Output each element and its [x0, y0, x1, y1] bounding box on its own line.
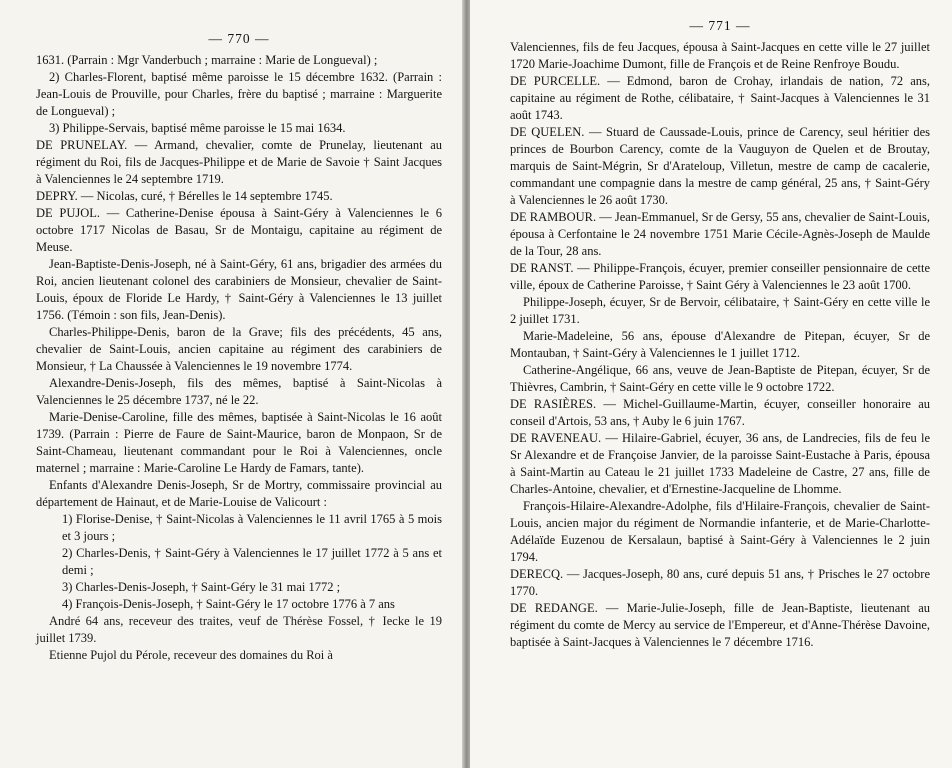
entry-de-prunelay: DE PRUNELAY. — Armand, chevalier, comte de Prunelay, lieutenant au régiment du Roi, fils de Jacques-Philippe et de Marie de Savoie † Saint Jacques à Valenciennes le 24 septembre 1719.	[36, 138, 442, 186]
entry-de-ranst: DE RANST. — Philippe-François, écuyer, premier conseiller pensionnaire de cette ville, époux de Catherine Paroisse, † Saint Géry à Valenciennes le 23 août 1700.	[510, 261, 930, 292]
paragraph: Philippe-Joseph, écuyer, Sr de Bervoir, célibataire, † Saint-Géry en cette ville le 2 juillet 1731.	[510, 295, 930, 326]
entry-de-pujol: DE PUJOL. — Catherine-Denise épousa à Saint-Géry à Valenciennes le 6 octobre 1717 Nicolas de Basau, Sr de Montaigu, capitaine au régiment de Meuse.	[36, 206, 442, 254]
paragraph: Marie-Madeleine, 56 ans, épouse d'Alexandre de Pitepan, écuyer, Sr de Montauban, † Saint-Géry à Valenciennes le 1 juillet 1712.	[510, 329, 930, 360]
entry-de-raveneau: DE RAVENEAU. — Hilaire-Gabriel, écuyer, 36 ans, de Landrecies, fils de feu le Sr Alexandre et de Françoise Janvier, de la paroisse Saint-Eustache à Paris, épousa à Saint-Martin au Cateau le 21 juillet 1733 Madeleine de Castre, 27 ans, fille de Charles-Antoine, chevalier, et d'Ernestine-Jacqueline de Lhomme.	[510, 431, 930, 496]
page-number-left: — 770 —	[208, 31, 270, 46]
paragraph: Alexandre-Denis-Joseph, fils des mêmes, baptisé à Saint-Nicolas à Valenciennes le 25 décembre 1737, né le 22.	[36, 376, 442, 407]
paragraph: Etienne Pujol du Pérole, receveur des domaines du Roi à	[49, 648, 333, 662]
entry-de-rasieres: DE RASIÈRES. — Michel-Guillaume-Martin, écuyer, conseiller honoraire au conseil d'Artois, 53 ans, † Auby le 6 juin 1767.	[510, 397, 930, 428]
paragraph: Jean-Baptiste-Denis-Joseph, né à Saint-Géry, 61 ans, brigadier des armées du Roi, ancien lieutenant colonel des carabiniers de Monsieur, chevalier de Saint-Louis, époux de Floride Le Hardy, † Saint-Géry à Valenciennes le 13 juillet 1756. (Témoin : son fils, Jean-Denis).	[36, 257, 442, 322]
right-page	[470, 0, 952, 768]
paragraph: Charles-Philippe-Denis, baron de la Grave; fils des précédents, 45 ans, chevalier de Saint-Louis, ancien capitaine au régiment des carabiniers de Monsieur, † La Chaussée à Valenciennes le 19 novembre 1774.	[36, 325, 442, 373]
paragraph: 1631. (Parrain : Mgr Vanderbuch ; marraine : Marie de Longueval) ;	[36, 53, 378, 67]
list-item: 2) Charles-Denis, † Saint-Géry à Valenciennes le 17 juillet 1772 à 5 ans et demi ;	[62, 546, 442, 577]
page-number-right: — 771 —	[689, 18, 751, 33]
paragraph: André 64 ans, receveur des traites, veuf de Thérèse Fossel, † Iecke le 19 juillet 1739.	[36, 614, 442, 645]
entry-de-rambour: DE RAMBOUR. — Jean-Emmanuel, Sr de Gersy, 55 ans, chevalier de Saint-Louis, épousa à Cerfontaine le 24 novembre 1751 Marie Cécile-Agnès-Joseph de Maulde de la Tour, 28 ans.	[510, 210, 930, 258]
paragraph: Marie-Denise-Caroline, fille des mêmes, baptisée à Saint-Nicolas le 16 août 1739. (Parrain : Pierre de Faure de Saint-Maurice, baron de Monpaon, Sr de Saint-Chameau, lieutenant commandant pour le Roi à Valenciennes, oncle maternel ; marraine : Marie-Caroline Le Hardy de Famars, tante).	[36, 410, 442, 475]
list-item: 3) Charles-Denis-Joseph, † Saint-Géry le 31 mai 1772 ;	[62, 580, 341, 594]
list-item: 4) François-Denis-Joseph, † Saint-Géry le 17 octobre 1776 à 7 ans	[62, 597, 395, 611]
entry-depry: DEPRY. — Nicolas, curé, † Bérelles le 14 septembre 1745.	[36, 189, 333, 203]
list-item: 1) Florise-Denise, † Saint-Nicolas à Valenciennes le 11 avril 1765 à 5 mois et 3 jours ;	[62, 512, 442, 543]
paragraph: François-Hilaire-Alexandre-Adolphe, fils d'Hilaire-François, chevalier de Saint-Louis, ancien major du régiment de Normandie infanterie, et de Marie-Charlotte-Adélaïde Euzenou de Kersalaun, baptisé à Saint-Géry à Valenciennes le 2 juin 1794.	[510, 499, 930, 564]
paragraph: Valenciennes, fils de feu Jacques, épousa à Saint-Jacques en cette ville le 27 juillet 1720 Marie-Joachime Dumont, fille de François et de Reine Renfroye Boudu.	[510, 40, 930, 71]
paragraph: 2) Charles-Florent, baptisé même paroisse le 15 décembre 1632. (Parrain : Jean-Louis de Prouville, pour Charles, frère du baptisé ; marraine : Marguerite de Longueval) ;	[36, 70, 442, 118]
entry-de-redange: DE REDANGE. — Marie-Julie-Joseph, fille de Jean-Baptiste, lieutenant au régiment du comte de Mercy au service de l'Empereur, et d'Anne-Thérèse Davoine, baptisée à Saint-Jacques à Valenciennes le 7 décembre 1716.	[510, 601, 930, 649]
entry-de-quelen: DE QUELEN. — Stuard de Caussade-Louis, prince de Carency, seul héritier des princes de Bourbon Carency, comte de la Vauguyon de Quelen et de Broutay, marquis de Saint-Mégrin, Sr d'Arateloup, Villetun, mestre de camp de cacalerie, commandant une compagnie dans la mestre de camp général, 25 ans, † Saint-Géry à Valenciennes le 26 août 1730.	[510, 125, 930, 207]
left-page	[0, 0, 464, 768]
paragraph: 3) Philippe-Servais, baptisé même paroisse le 15 mai 1634.	[49, 121, 346, 135]
paragraph: Enfants d'Alexandre Denis-Joseph, Sr de Mortry, commissaire provincial au département de Hainaut, et de Marie-Louise de Valicourt :	[36, 478, 442, 509]
entry-de-purcelle: DE PURCELLE. — Edmond, baron de Crohay, irlandais de nation, 72 ans, capitaine au régiment de Rothe, célibataire, † Saint-Jacques à Valenciennes le 31 août 1743.	[510, 74, 930, 122]
paragraph: Catherine-Angélique, 66 ans, veuve de Jean-Baptiste de Pitepan, écuyer, Sr de Thièvres, Cambrin, † Saint-Géry en cette ville le 9 octobre 1722.	[510, 363, 930, 394]
entry-derecq: DERECQ. — Jacques-Joseph, 80 ans, curé depuis 51 ans, † Prisches le 27 octobre 1770.	[510, 567, 930, 598]
